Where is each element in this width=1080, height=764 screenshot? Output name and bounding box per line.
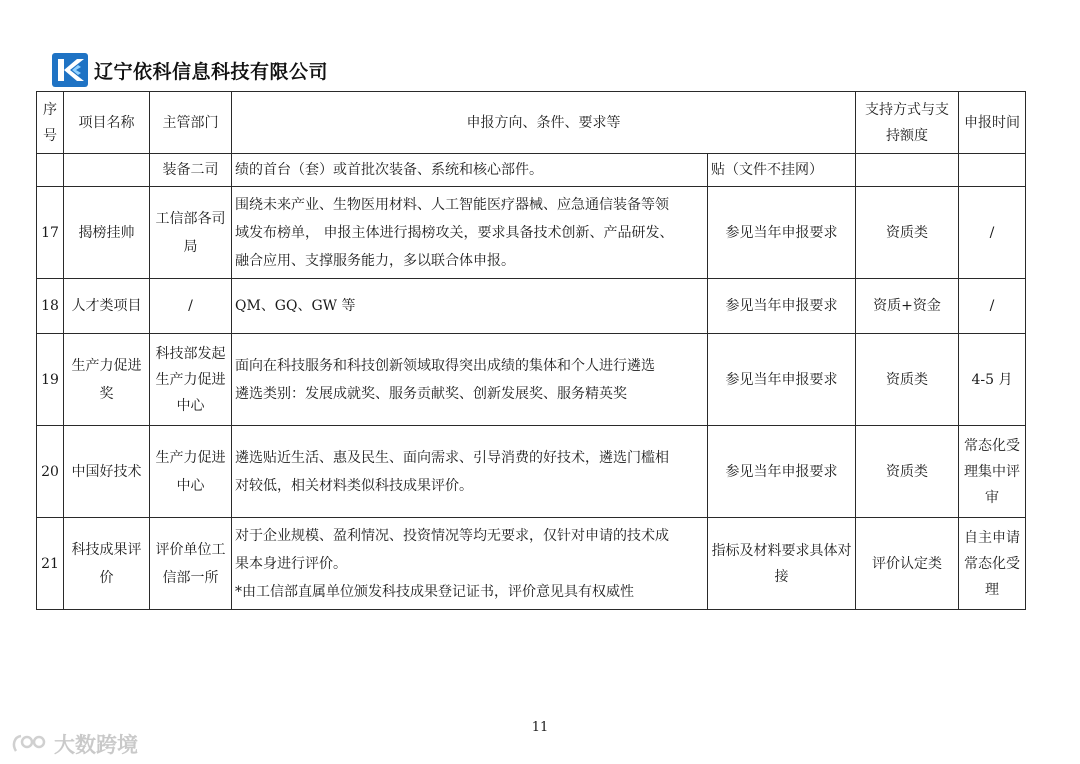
cell-support: 参见当年申报要求: [708, 426, 856, 518]
cell-requirements: 面向在科技服务和科技创新领域取得突出成绩的集体和个人进行遴选 遴选类别：发展成就奖、服务贡献奖、创新发展奖、服务精英奖: [232, 334, 708, 426]
cell-dept: 生产力促进中心: [150, 426, 232, 518]
table-row: [37, 426, 1026, 518]
cell-support: 参见当年申报要求: [708, 187, 856, 279]
header-name: 项目名称: [64, 92, 150, 154]
company-name: 辽宁依科信息科技有限公司: [94, 60, 329, 83]
cell-support: 参见当年申报要求: [708, 334, 856, 426]
watermark: [10, 729, 138, 759]
cell-requirements: 绩的首台（套）或首批次装备、系统和核心部件。: [232, 154, 708, 187]
cell-name: 人才类项目: [64, 279, 150, 334]
header-requirements: 申报方向、条件、要求等: [232, 92, 856, 154]
cell-no: 17: [37, 187, 64, 279]
page-header: [52, 52, 328, 88]
cell-dept: 装备二司: [150, 154, 232, 187]
table-row: [37, 187, 1026, 279]
cell-requirements: 围绕未来产业、生物医用材料、人工智能医疗器械、应急通信装备等领 域发布榜单， 申报主体进行揭榜攻关，要求具备技术创新、产品研发、 融合应用、支撑服务能力，多以联合体申报。: [232, 187, 708, 279]
cell-requirements: 对于企业规模、盈利情况、投资情况等均无要求，仅针对申请的技术成 果本身进行评价。 *由工信部直属单位颁发科技成果登记证书，评价意见具有权威性: [232, 518, 708, 610]
cell-dept: 科技部发起生产力促进中心: [150, 334, 232, 426]
cell-dept: /: [150, 279, 232, 334]
continuation-row: [37, 154, 1026, 187]
cell-no: 19: [37, 334, 64, 426]
cell-name: 中国好技术: [64, 426, 150, 518]
cell-time: /: [959, 187, 1026, 279]
cell-no: 21: [37, 518, 64, 610]
page-number: 11: [531, 720, 549, 735]
watermark-text: 大数跨境: [54, 733, 138, 757]
header-no: 序号: [37, 92, 64, 154]
cell-name: 生产力促进奖: [64, 334, 150, 426]
cell-support: 指标及材料要求具体对接: [708, 518, 856, 610]
table-row: [37, 518, 1026, 610]
cell-dept: 评价单位工信部一所: [150, 518, 232, 610]
table-row: [37, 279, 1026, 334]
cell-amount: 评价认定类: [856, 518, 959, 610]
watermark-logo-icon: [10, 731, 50, 757]
cell-amount: 资质类: [856, 187, 959, 279]
cell-requirements: QM、GQ、GW 等: [232, 279, 708, 334]
cell-name: 揭榜挂帅: [64, 187, 150, 279]
cell-time: 自主申请常态化受理: [959, 518, 1026, 610]
table-row: [37, 334, 1026, 426]
cell-requirements: 遴选贴近生活、惠及民生、面向需求、引导消费的好技术，遴选门槛相 对较低，相关材料类似科技成果评价。: [232, 426, 708, 518]
cell-amount: 资质类: [856, 426, 959, 518]
cell-time: /: [959, 279, 1026, 334]
cell-amount: 资质类: [856, 334, 959, 426]
cell-support: 参见当年申报要求: [708, 279, 856, 334]
project-table: [36, 91, 1026, 610]
header-dept: 主管部门: [150, 92, 232, 154]
cell-no: 20: [37, 426, 64, 518]
cell-dept: 工信部各司局: [150, 187, 232, 279]
cell-time: 4-5 月: [959, 334, 1026, 426]
cell-time: 常态化受理集中评审: [959, 426, 1026, 518]
header-support: 支持方式与支持额度: [856, 92, 959, 154]
cell-name: 科技成果评价: [64, 518, 150, 610]
cell-no: 18: [37, 279, 64, 334]
company-logo-icon: [52, 53, 88, 87]
table-header-row: [37, 92, 1026, 154]
header-time: 申报时间: [959, 92, 1026, 154]
cell-amount: 资质+资金: [856, 279, 959, 334]
cell-support: 贴（文件不挂网）: [708, 154, 856, 187]
